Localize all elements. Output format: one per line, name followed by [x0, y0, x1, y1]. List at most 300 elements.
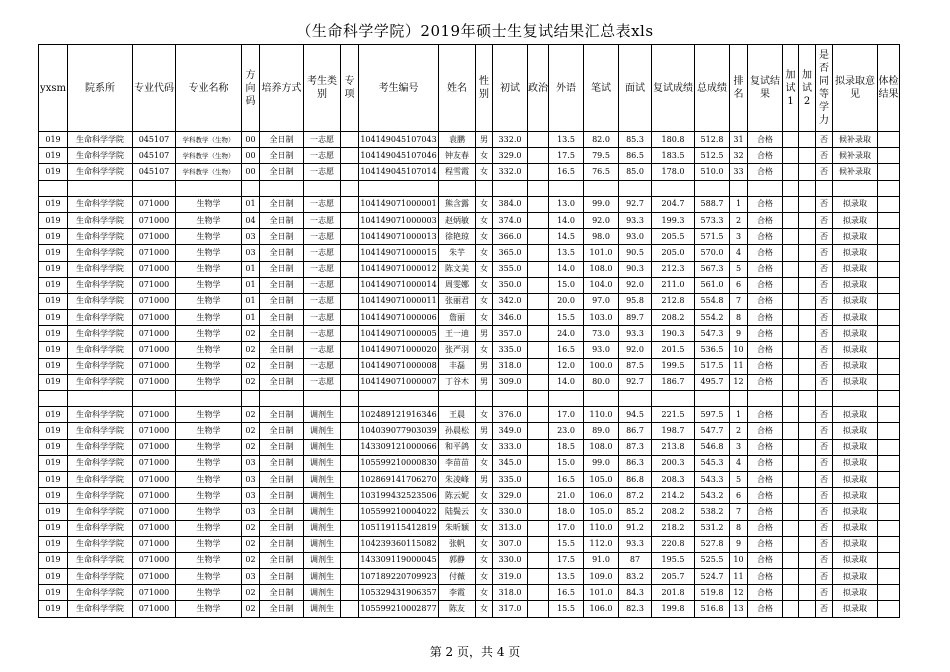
table-cell: 12 — [730, 585, 748, 601]
table-cell: 106.0 — [584, 488, 619, 504]
table-cell: 一志愿 — [304, 212, 341, 228]
table-cell: 02 — [242, 342, 260, 358]
empty-cell — [584, 180, 619, 196]
table-cell: 拟录取 — [833, 310, 878, 326]
table-cell: 019 — [39, 601, 68, 617]
table-row — [39, 148, 900, 164]
table-cell: 573.3 — [695, 212, 730, 228]
table-cell: 106.0 — [584, 601, 619, 617]
table-cell: 调剂生 — [304, 471, 341, 487]
table-cell: 071000 — [133, 326, 176, 342]
table-row — [39, 374, 900, 390]
table-cell — [799, 164, 816, 180]
table-cell: 16.5 — [549, 585, 584, 601]
table-cell: 一志愿 — [304, 132, 341, 148]
table-cell: 拟录取 — [833, 261, 878, 277]
table-cell: 199.3 — [652, 212, 695, 228]
table-cell — [341, 520, 359, 536]
table-cell — [528, 293, 549, 309]
table-cell — [878, 407, 900, 423]
table-cell: 生命科学学院 — [68, 601, 133, 617]
table-cell: 071000 — [133, 601, 176, 617]
table-cell — [528, 245, 549, 261]
table-cell: 220.8 — [652, 536, 695, 552]
table-cell: 男 — [476, 358, 493, 374]
table-cell: 一志愿 — [304, 326, 341, 342]
table-cell: 全日制 — [260, 196, 304, 212]
table-cell: 全日制 — [260, 342, 304, 358]
table-cell: 女 — [476, 601, 493, 617]
table-cell: 019 — [39, 569, 68, 585]
table-cell: 拟录取 — [833, 520, 878, 536]
table-cell — [341, 585, 359, 601]
table-cell: 90.3 — [619, 261, 652, 277]
table-cell: 019 — [39, 261, 68, 277]
table-cell: 104149071000007 — [359, 374, 439, 390]
table-cell: 女 — [476, 277, 493, 293]
table-cell: 生命科学学院 — [68, 342, 133, 358]
table-cell: 15.5 — [549, 310, 584, 326]
table-cell: 17.5 — [549, 552, 584, 568]
table-cell: 男 — [476, 423, 493, 439]
empty-cell — [304, 180, 341, 196]
table-cell: 02 — [242, 439, 260, 455]
table-cell — [783, 196, 799, 212]
table-cell: 合格 — [748, 504, 783, 520]
table-cell: 071000 — [133, 261, 176, 277]
table-cell: 03 — [242, 504, 260, 520]
table-cell: 307.0 — [493, 536, 528, 552]
table-cell: 019 — [39, 504, 68, 520]
table-cell: 学科教学（生物） — [176, 132, 242, 148]
table-cell — [878, 229, 900, 245]
column-header: 总成绩 — [695, 45, 730, 132]
table-cell: 合格 — [748, 148, 783, 164]
table-cell: 510.0 — [695, 164, 730, 180]
table-cell: 生物学 — [176, 310, 242, 326]
table-cell: 104149071000014 — [359, 277, 439, 293]
table-cell: 生物学 — [176, 374, 242, 390]
table-cell: 否 — [816, 423, 833, 439]
table-cell: 孙晨松 — [439, 423, 476, 439]
table-cell: 12.0 — [549, 358, 584, 374]
table-cell: 女 — [476, 504, 493, 520]
table-cell: 生命科学学院 — [68, 132, 133, 148]
table-cell: 否 — [816, 164, 833, 180]
table-cell — [783, 342, 799, 358]
empty-cell — [748, 180, 783, 196]
table-cell: 104149045107014 — [359, 164, 439, 180]
table-cell: 合格 — [748, 229, 783, 245]
table-cell: 531.2 — [695, 520, 730, 536]
table-cell: 否 — [816, 293, 833, 309]
table-cell: 03 — [242, 569, 260, 585]
table-cell: 合格 — [748, 601, 783, 617]
table-cell — [341, 455, 359, 471]
table-cell: 071000 — [133, 520, 176, 536]
table-cell: 生命科学学院 — [68, 407, 133, 423]
table-cell: 212.3 — [652, 261, 695, 277]
table-row — [39, 132, 900, 148]
table-cell — [528, 358, 549, 374]
table-cell: 否 — [816, 488, 833, 504]
table-cell: 调剂生 — [304, 569, 341, 585]
column-header: 性别 — [476, 45, 493, 132]
table-cell: 178.0 — [652, 164, 695, 180]
table-cell — [783, 488, 799, 504]
table-cell: 合格 — [748, 212, 783, 228]
table-cell: 3 — [730, 229, 748, 245]
empty-cell — [584, 391, 619, 407]
table-cell — [799, 310, 816, 326]
column-header: 政治 — [528, 45, 549, 132]
table-cell: 生物学 — [176, 585, 242, 601]
table-cell: 355.0 — [493, 261, 528, 277]
table-cell — [878, 148, 900, 164]
table-cell: 17.5 — [549, 148, 584, 164]
empty-cell — [68, 180, 133, 196]
table-cell: 朱芋 — [439, 245, 476, 261]
table-cell: 104149071000012 — [359, 261, 439, 277]
table-cell: 97.0 — [584, 293, 619, 309]
table-cell — [878, 601, 900, 617]
table-cell: 82.3 — [619, 601, 652, 617]
table-cell: 全日制 — [260, 293, 304, 309]
table-cell: 104149071000011 — [359, 293, 439, 309]
table-cell: 104149071000020 — [359, 342, 439, 358]
table-cell: 合格 — [748, 423, 783, 439]
table-row — [39, 585, 900, 601]
table-cell: 2 — [730, 423, 748, 439]
table-cell — [799, 261, 816, 277]
table-cell — [799, 439, 816, 455]
table-cell: 否 — [816, 504, 833, 520]
table-cell — [528, 229, 549, 245]
table-cell — [878, 423, 900, 439]
table-cell: 13.0 — [549, 196, 584, 212]
table-cell: 15.0 — [549, 277, 584, 293]
table-cell: 104149045107046 — [359, 148, 439, 164]
table-cell: 拟录取 — [833, 488, 878, 504]
table-cell: 019 — [39, 471, 68, 487]
table-cell: 91.2 — [619, 520, 652, 536]
table-cell — [528, 132, 549, 148]
table-cell — [783, 423, 799, 439]
table-cell: 5 — [730, 471, 748, 487]
table-cell — [528, 585, 549, 601]
table-cell: 14.5 — [549, 229, 584, 245]
table-cell: 019 — [39, 310, 68, 326]
table-cell: 213.8 — [652, 439, 695, 455]
table-cell: 019 — [39, 536, 68, 552]
table-cell: 17.0 — [549, 407, 584, 423]
table-cell: 合格 — [748, 342, 783, 358]
table-cell: 一志愿 — [304, 310, 341, 326]
table-cell: 女 — [476, 407, 493, 423]
table-row — [39, 407, 900, 423]
column-header: 是否同等学力 — [816, 45, 833, 132]
table-cell: 全日制 — [260, 407, 304, 423]
table-cell: 019 — [39, 326, 68, 342]
column-header: 专项 — [341, 45, 359, 132]
table-cell: 02 — [242, 520, 260, 536]
table-cell — [783, 601, 799, 617]
table-cell: 90.5 — [619, 245, 652, 261]
table-cell: 拟录取 — [833, 601, 878, 617]
table-cell: 545.3 — [695, 455, 730, 471]
table-cell: 319.0 — [493, 569, 528, 585]
table-cell: 生命科学学院 — [68, 520, 133, 536]
table-cell: 全日制 — [260, 601, 304, 617]
empty-cell — [133, 180, 176, 196]
table-cell: 男 — [476, 132, 493, 148]
table-cell: 一志愿 — [304, 293, 341, 309]
table-cell — [783, 504, 799, 520]
table-cell: 180.8 — [652, 132, 695, 148]
table-cell: 10 — [730, 552, 748, 568]
table-cell: 332.0 — [493, 164, 528, 180]
table-cell — [528, 212, 549, 228]
column-header: 排名 — [730, 45, 748, 132]
table-cell — [799, 229, 816, 245]
table-cell: 6 — [730, 488, 748, 504]
column-header: 考生类别 — [304, 45, 341, 132]
table-cell — [878, 196, 900, 212]
table-cell: 019 — [39, 229, 68, 245]
table-cell — [799, 585, 816, 601]
table-cell: 108.0 — [584, 439, 619, 455]
table-cell: 生物学 — [176, 326, 242, 342]
table-cell — [799, 132, 816, 148]
table-cell: 6 — [730, 277, 748, 293]
table-cell: 否 — [816, 261, 833, 277]
table-cell: 112.0 — [584, 536, 619, 552]
table-cell: 调剂生 — [304, 455, 341, 471]
empty-cell — [695, 391, 730, 407]
table-cell: 045107 — [133, 148, 176, 164]
table-cell: 183.5 — [652, 148, 695, 164]
table-row — [39, 358, 900, 374]
table-cell: 全日制 — [260, 261, 304, 277]
table-cell: 110.0 — [584, 520, 619, 536]
table-cell — [783, 229, 799, 245]
table-cell — [341, 439, 359, 455]
table-cell: 一志愿 — [304, 342, 341, 358]
table-cell: 019 — [39, 164, 68, 180]
table-cell: 201.5 — [652, 342, 695, 358]
table-cell: 208.2 — [652, 504, 695, 520]
table-cell: 拟录取 — [833, 552, 878, 568]
table-cell: 366.0 — [493, 229, 528, 245]
empty-cell — [799, 391, 816, 407]
table-cell: 329.0 — [493, 488, 528, 504]
table-cell: 全日制 — [260, 277, 304, 293]
table-cell: 87.2 — [619, 488, 652, 504]
table-cell: 92.7 — [619, 196, 652, 212]
table-cell: 384.0 — [493, 196, 528, 212]
table-cell: 538.2 — [695, 504, 730, 520]
table-cell — [341, 342, 359, 358]
empty-cell — [260, 391, 304, 407]
empty-cell — [878, 180, 900, 196]
table-row — [39, 439, 900, 455]
page-footer: 第 2 页，共 4 页 — [429, 645, 521, 659]
table-cell: 02 — [242, 552, 260, 568]
empty-cell — [341, 180, 359, 196]
table-cell: 拟录取 — [833, 196, 878, 212]
table-cell — [528, 536, 549, 552]
table-cell: 102869141706270 — [359, 471, 439, 487]
table-cell: 342.0 — [493, 293, 528, 309]
table-cell: 调剂生 — [304, 585, 341, 601]
table-cell: 330.0 — [493, 552, 528, 568]
column-header: 复试成绩 — [652, 45, 695, 132]
table-cell — [528, 326, 549, 342]
table-cell: 204.7 — [652, 196, 695, 212]
table-cell — [783, 569, 799, 585]
table-cell: 79.5 — [584, 148, 619, 164]
results-table — [38, 44, 900, 618]
table-row — [39, 326, 900, 342]
empty-cell — [730, 180, 748, 196]
table-cell: 045107 — [133, 132, 176, 148]
table-cell: 生命科学学院 — [68, 552, 133, 568]
table-cell: 全日制 — [260, 439, 304, 455]
table-cell: 生命科学学院 — [68, 196, 133, 212]
table-cell — [799, 601, 816, 617]
table-cell: 198.7 — [652, 423, 695, 439]
table-cell: 019 — [39, 358, 68, 374]
table-cell: 生物学 — [176, 277, 242, 293]
table-cell: 全日制 — [260, 245, 304, 261]
table-cell — [783, 358, 799, 374]
table-cell — [799, 504, 816, 520]
column-header: 复试结果 — [748, 45, 783, 132]
table-cell: 朱凌峰 — [439, 471, 476, 487]
table-cell — [341, 261, 359, 277]
table-cell: 程雪霞 — [439, 164, 476, 180]
table-cell — [799, 488, 816, 504]
table-cell — [799, 342, 816, 358]
table-cell: 拟录取 — [833, 569, 878, 585]
table-cell: 否 — [816, 471, 833, 487]
table-cell: 全日制 — [260, 310, 304, 326]
table-cell: 101.0 — [584, 245, 619, 261]
table-cell: 拟录取 — [833, 342, 878, 358]
table-cell: 33 — [730, 164, 748, 180]
table-cell: 071000 — [133, 310, 176, 326]
table-cell: 221.5 — [652, 407, 695, 423]
empty-cell — [619, 391, 652, 407]
table-cell: 547.7 — [695, 423, 730, 439]
table-cell: 丰磊 — [439, 358, 476, 374]
table-cell: 否 — [816, 358, 833, 374]
table-cell: 全日制 — [260, 132, 304, 148]
table-row — [39, 601, 900, 617]
table-cell: 104149045107043 — [359, 132, 439, 148]
table-cell: 生物学 — [176, 229, 242, 245]
table-cell — [799, 552, 816, 568]
table-cell — [878, 310, 900, 326]
table-cell: 524.7 — [695, 569, 730, 585]
table-cell: 84.3 — [619, 585, 652, 601]
table-cell — [341, 488, 359, 504]
table-cell: 全日制 — [260, 423, 304, 439]
table-cell: 376.0 — [493, 407, 528, 423]
table-cell: 86.8 — [619, 471, 652, 487]
table-cell: 208.2 — [652, 310, 695, 326]
table-cell — [799, 196, 816, 212]
table-cell — [783, 374, 799, 390]
table-cell: 332.0 — [493, 132, 528, 148]
table-cell: 4 — [730, 455, 748, 471]
table-cell: 否 — [816, 374, 833, 390]
table-cell: 合格 — [748, 488, 783, 504]
table-cell — [783, 407, 799, 423]
empty-cell — [619, 180, 652, 196]
table-cell: 张帆 — [439, 536, 476, 552]
table-cell — [878, 439, 900, 455]
table-cell: 102489121916346 — [359, 407, 439, 423]
table-cell: 朱昕颖 — [439, 520, 476, 536]
empty-cell — [816, 180, 833, 196]
table-cell: 543.3 — [695, 471, 730, 487]
table-cell: 10 — [730, 342, 748, 358]
table-cell: 8 — [730, 520, 748, 536]
empty-cell — [652, 391, 695, 407]
table-cell: 85.0 — [619, 164, 652, 180]
table-cell: 03 — [242, 229, 260, 245]
table-cell: 071000 — [133, 229, 176, 245]
table-row — [39, 569, 900, 585]
table-cell: 93.3 — [619, 326, 652, 342]
table-cell: 女 — [476, 164, 493, 180]
table-cell: 合格 — [748, 585, 783, 601]
table-cell — [528, 407, 549, 423]
table-cell: 合格 — [748, 374, 783, 390]
table-cell: 93.3 — [619, 212, 652, 228]
table-cell — [799, 358, 816, 374]
column-header: 专业代码 — [133, 45, 176, 132]
table-cell: 87 — [619, 552, 652, 568]
table-cell: 335.0 — [493, 471, 528, 487]
table-cell: 190.3 — [652, 326, 695, 342]
table-row — [39, 520, 900, 536]
table-cell: 陈友 — [439, 601, 476, 617]
table-cell: 313.0 — [493, 520, 528, 536]
table-cell: 张严羽 — [439, 342, 476, 358]
table-cell: 否 — [816, 326, 833, 342]
empty-cell — [476, 391, 493, 407]
empty-cell — [260, 180, 304, 196]
table-cell: 199.5 — [652, 358, 695, 374]
table-row — [39, 455, 900, 471]
empty-cell — [493, 180, 528, 196]
table-cell: 92.0 — [619, 277, 652, 293]
table-cell: 212.8 — [652, 293, 695, 309]
table-cell: 合格 — [748, 536, 783, 552]
table-cell: 否 — [816, 212, 833, 228]
table-cell — [799, 374, 816, 390]
table-cell — [878, 471, 900, 487]
table-cell: 495.7 — [695, 374, 730, 390]
table-cell — [341, 277, 359, 293]
table-cell: 全日制 — [260, 374, 304, 390]
table-cell: 合格 — [748, 310, 783, 326]
table-cell: 16.5 — [549, 342, 584, 358]
table-cell: 12 — [730, 374, 748, 390]
column-header: 初试 — [493, 45, 528, 132]
